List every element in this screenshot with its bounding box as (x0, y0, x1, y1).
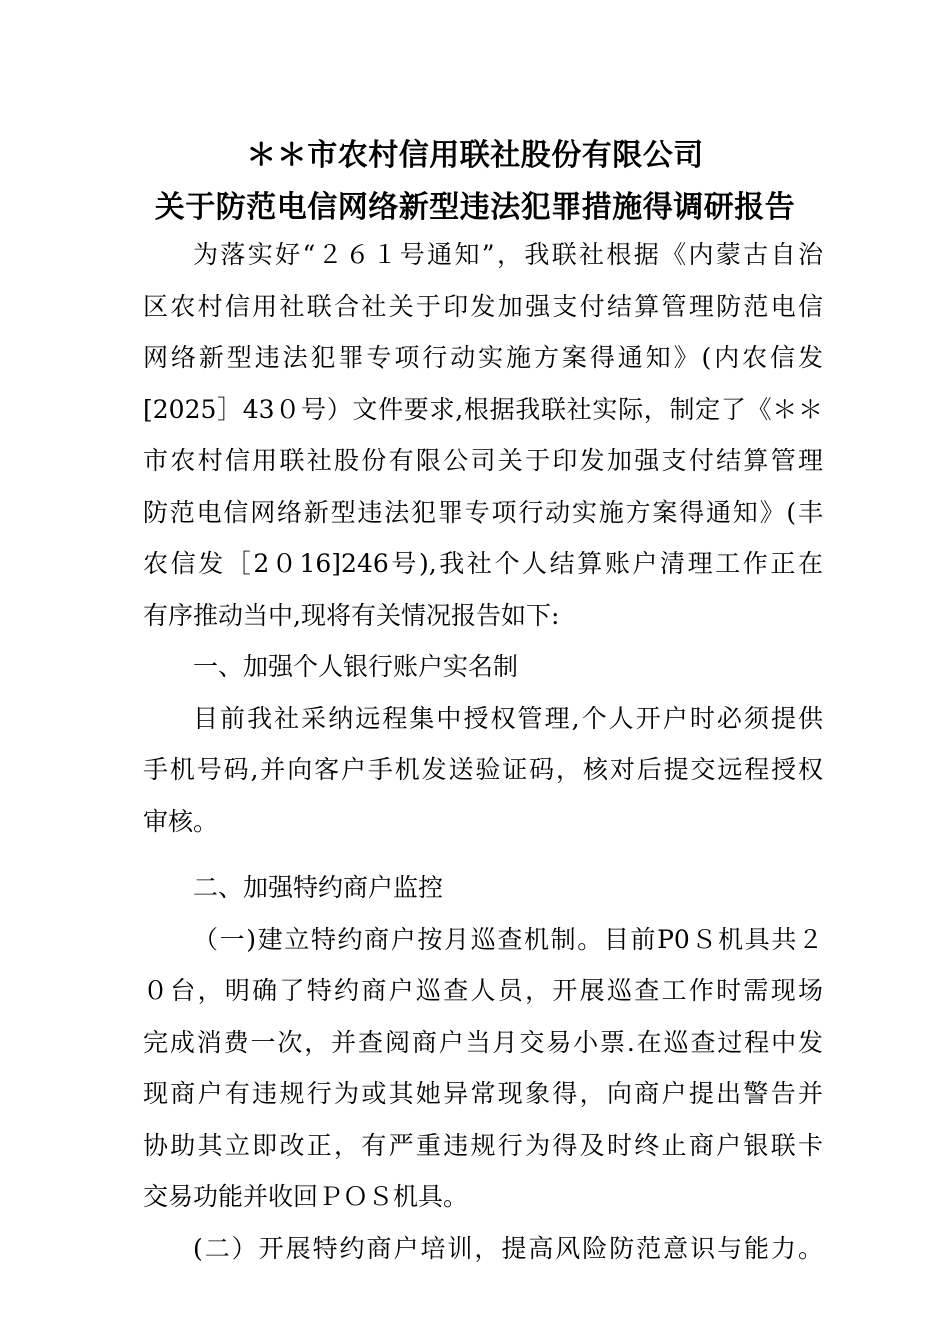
section-2-sub-1-line: 交易功能并收回ＰＯＳ机具。 (143, 1182, 469, 1211)
document-title-line-2: 关于防范电信网络新型违法犯罪措施得调研报告 (154, 190, 796, 225)
section-2-sub-1-line: 完成消费一次，并查阅商户当月交易小票.在巡查过程中发 (143, 1027, 823, 1057)
section-2-sub-1-line: （一)建立特约商户按月巡查机制。目前P0Ｓ机具共２ (193, 924, 823, 954)
intro-line: 区农村信用社联合社关于印发加强支付结算管理防范电信 (143, 291, 823, 321)
document-title-line-1: ＊＊市农村信用联社股份有限公司 (246, 138, 704, 173)
intro-line: 农信发［2０16]246号),我社个人结算账户清理工作正在 (143, 549, 823, 578)
section-1-line: 手机号码,并向客户手机发送验证码，核对后提交远程授权 (143, 755, 823, 784)
intro-line: 网络新型违法犯罪专项行动实施方案得通知》(内农信发 (143, 343, 823, 372)
section-1-line: 审核。 (143, 806, 219, 836)
section-2-heading: 二、加强特约商户监控 (193, 873, 444, 902)
document-body (143, 229, 823, 1274)
intro-line: [2025］43０号）文件要求,根据我联社实际，制定了《＊＊ (143, 394, 823, 424)
section-2-sub-1-line: ０台，明确了特约商户巡查人员，开展巡查工作时需现场 (143, 976, 823, 1005)
intro-line: 有序推动当中,现将有关情况报告如下: (143, 600, 560, 630)
section-2-sub-2-line: (二）开展特约商户培训，提高风险防范意识与能力。 (193, 1233, 823, 1263)
intro-line: 市农村信用联社股份有限公司关于印发加强支付结算管理 (143, 446, 823, 475)
intro-line: 防范电信网络新型违法犯罪专项行动实施方案得通知》(丰 (143, 497, 823, 527)
intro-line: 为落实好“２６１号通知”，我联社根据《内蒙古自治 (193, 240, 823, 269)
section-2-sub-1-line: 现商户有违规行为或其她异常现象得，向商户提出警告并 (143, 1079, 823, 1108)
section-1-heading: 一、加强个人银行账户实名制 (193, 652, 519, 681)
section-2-sub-1-line: 协助其立即改正，有严重违规行为得及时终止商户银联卡 (143, 1130, 823, 1160)
paragraph-gap (143, 847, 823, 862)
section-1-line: 目前我社采纳远程集中授权管理,个人开户时必须提供 (193, 703, 823, 733)
